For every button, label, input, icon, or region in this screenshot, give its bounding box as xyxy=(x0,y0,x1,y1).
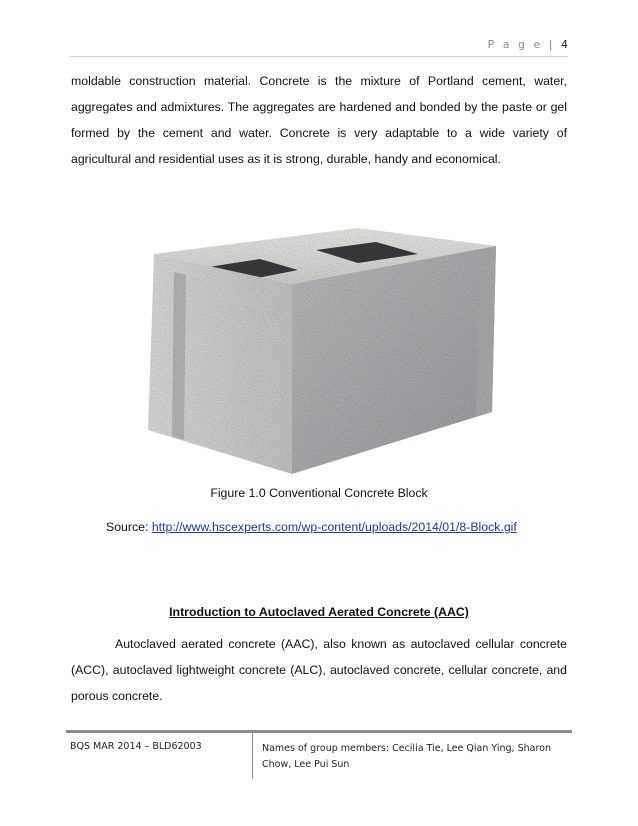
page-number xyxy=(488,38,568,51)
body-paragraph-1: moldable construction material. Concrete is the mixture of Portland cement, water, aggregates and admixtures. The aggregates are hardened and bonded by the paste or gel formed by the cement and water. Concrete is very adaptable to a wide variety of agricultural and residential uses as it is strong, durable, handy and economical. xyxy=(71,74,567,166)
source-link[interactable]: http://www.hscexperts.com/wp-content/uploads/2014/01/8-Block.gif xyxy=(151,520,517,534)
footer-divider xyxy=(252,733,253,779)
section-heading: Introduction to Autoclaved Aerated Concrete (AAC) xyxy=(169,605,469,619)
page-separator: | xyxy=(548,38,555,51)
body-paragraph-2: Autoclaved aerated concrete (AAC), also known as autoclaved cellular concrete (ACC), autoclaved lightweight concrete (ALC), autoclaved concrete, cellular concrete, and porous concrete. xyxy=(71,637,567,703)
figure-caption: Figure 1.0 Conventional Concrete Block xyxy=(210,486,428,500)
footer-group-members: Names of group members: Cecilia Tie, Lee Qian Ying, Sharon Chow, Lee Pui Sun xyxy=(262,743,551,770)
page-footer xyxy=(66,730,572,779)
page-number-value: 4 xyxy=(561,38,568,51)
figure-source xyxy=(106,520,517,534)
page-label: P a g e xyxy=(487,38,543,51)
concrete-block-image xyxy=(140,226,500,476)
source-label: Source: xyxy=(106,520,149,534)
footer-course-code: BQS MAR 2014 – BLD62003 xyxy=(70,741,202,752)
page-header xyxy=(70,38,568,57)
